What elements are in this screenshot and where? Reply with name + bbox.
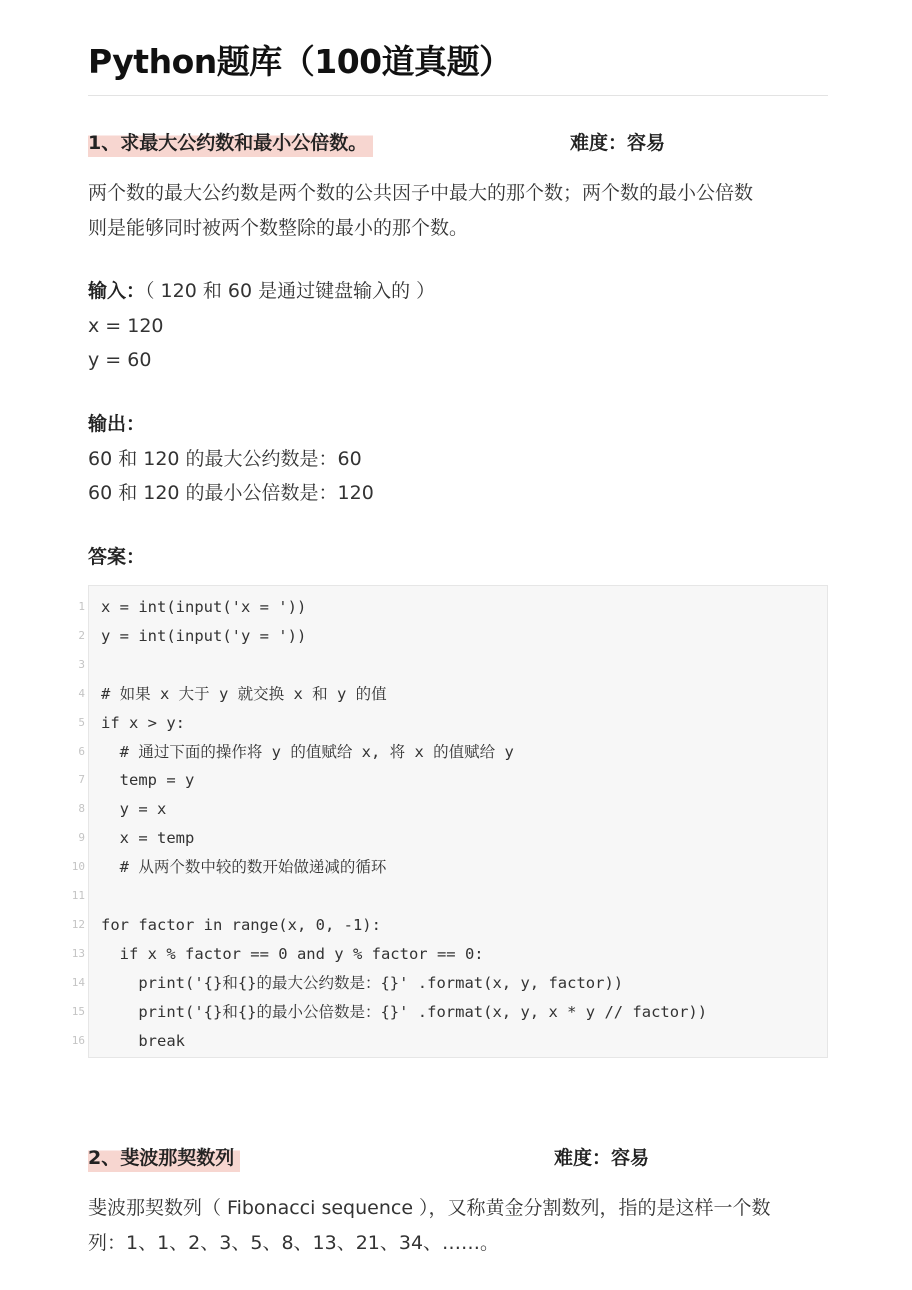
- code-line: y = x: [101, 800, 167, 819]
- question-1-description-line-2: 则是能够同时被两个数整除的最小的那个数。: [88, 217, 469, 239]
- question-1-title: 1、求最大公约数和最小公倍数。: [88, 129, 373, 157]
- input-label: 输入：: [88, 280, 146, 302]
- code-line-number: 3: [78, 657, 85, 671]
- code-line-number: 8: [78, 802, 85, 816]
- code-line-number: 14: [71, 975, 85, 989]
- title-divider: [88, 95, 828, 96]
- question-1-difficulty: 难度：容易: [570, 132, 666, 154]
- input-y-value: y = 60: [88, 349, 152, 371]
- code-line-number: 6: [78, 744, 85, 758]
- code-line: if x > y:: [101, 713, 185, 732]
- answer-label: 答案：: [88, 546, 146, 568]
- question-2-title: 2、斐波那契数列: [88, 1144, 240, 1172]
- page-title: Python题库（100道真题）: [88, 42, 512, 81]
- input-note: （ 120 和 60 是通过键盘输入的 ）: [145, 280, 436, 302]
- code-line: y = int(input('y = ')): [101, 626, 307, 645]
- code-line-number: 4: [78, 686, 85, 700]
- code-line: # 如果 x 大于 y 就交换 x 和 y 的值: [101, 684, 387, 703]
- code-line: break: [101, 1031, 185, 1050]
- code-line: # 通过下面的操作将 y 的值赋给 x, 将 x 的值赋给 y: [101, 742, 514, 761]
- code-line-number: 2: [78, 628, 85, 642]
- code-line-number: 13: [71, 946, 85, 960]
- output-label: 输出：: [88, 413, 146, 435]
- code-line: temp = y: [101, 771, 195, 790]
- code-line: print('{}和{}的最大公约数是：{}' .format(x, y, factor)): [101, 973, 624, 992]
- question-1-description-line-1: 两个数的最大公约数是两个数的公共因子中最大的那个数；两个数的最小公倍数: [88, 182, 754, 204]
- code-line: if x % factor == 0 and y % factor == 0:: [101, 944, 484, 963]
- code-line-number: 10: [71, 860, 85, 874]
- code-line: for factor in range(x, 0, -1):: [101, 915, 381, 934]
- code-line: print('{}和{}的最小公倍数是：{}' .format(x, y, x * y // factor)): [101, 1002, 708, 1021]
- question-2-description-line-1: 斐波那契数列（ Fibonacci sequence ），又称黄金分割数列，指的是这样一个数: [88, 1197, 771, 1219]
- input-x-value: x = 120: [88, 315, 164, 337]
- question-2-header: [88, 1144, 828, 1174]
- code-block: [71, 585, 828, 1058]
- code-line-number: 15: [71, 1004, 85, 1018]
- code-line-number: 5: [78, 715, 85, 729]
- code-line-number: 12: [71, 917, 85, 931]
- code-line: x = int(input('x = ')): [101, 598, 307, 616]
- input-heading: [88, 274, 435, 308]
- code-line-number: 16: [71, 1033, 85, 1047]
- code-line-number: 9: [78, 831, 85, 845]
- question-1-header: [88, 129, 828, 159]
- output-line-2: 60 和 120 的最小公倍数是：120: [88, 482, 374, 504]
- question-2-difficulty: 难度：容易: [554, 1147, 650, 1169]
- code-line-number: 11: [71, 889, 85, 902]
- code-line: # 从两个数中较的数开始做递减的循环: [101, 858, 387, 877]
- code-line-number: 7: [78, 773, 85, 787]
- code-line-number: 1: [78, 600, 85, 613]
- question-2-description-line-2: 列：1、1、2、3、5、8、13、21、34、……。: [88, 1232, 500, 1254]
- code-line: x = temp: [101, 829, 195, 848]
- output-line-1: 60 和 120 的最大公约数是：60: [88, 448, 362, 470]
